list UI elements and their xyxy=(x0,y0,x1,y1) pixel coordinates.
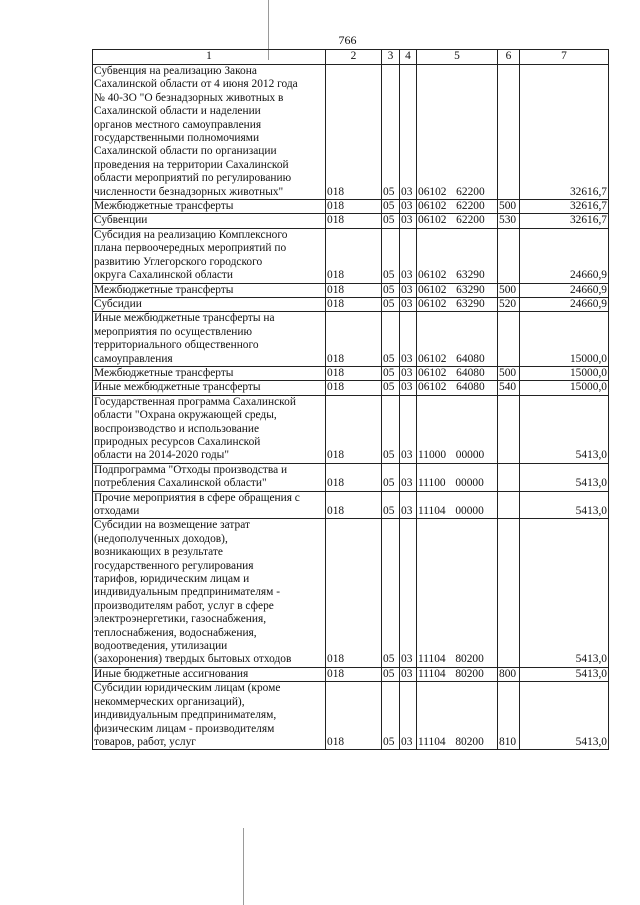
row-grbs-code: 018 xyxy=(326,667,382,681)
row-section-code: 05 xyxy=(382,463,400,491)
row-amount: 24660,9 xyxy=(520,283,609,297)
table-row xyxy=(93,667,609,681)
row-name: Прочие мероприятия в сфере обращения с отходами xyxy=(93,491,326,519)
row-expense-type: 500 xyxy=(498,200,520,214)
budget-table xyxy=(92,49,609,750)
row-subsection-code: 03 xyxy=(400,214,417,228)
row-grbs-code: 018 xyxy=(326,297,382,311)
row-grbs-code: 018 xyxy=(326,395,382,463)
table-row xyxy=(93,381,609,395)
row-subsection-code: 03 xyxy=(400,667,417,681)
row-name: Государственная программа Сахалинской области "Охрана окружающей среды, воспроизводство и использование природных ресурсов Сахалинской области на 2014-2020 годы" xyxy=(93,395,326,463)
row-section-code: 05 xyxy=(382,381,400,395)
row-amount: 32616,7 xyxy=(520,200,609,214)
row-expense-type: 530 xyxy=(498,214,520,228)
row-subsection-code: 03 xyxy=(400,682,417,750)
row-expense-type xyxy=(498,491,520,519)
row-subsection-code: 03 xyxy=(400,65,417,200)
row-name: Субвенция на реализацию Закона Сахалинской области от 4 июня 2012 года № 40-ЗО "О безнадзорных животных в Сахалинской области и наделении органов местного самоуправления государственными полномочиями Сахалинской области по организации проведения на территории Сахалинской области мероприятий по регулированию численности безнадзорных животных" xyxy=(93,65,326,200)
row-amount: 15000,0 xyxy=(520,366,609,380)
table-row xyxy=(93,214,609,228)
row-name: Иные бюджетные ассигнования xyxy=(93,667,326,681)
row-expense-type xyxy=(498,463,520,491)
row-target-article: 06102 63290 xyxy=(417,283,498,297)
row-name: Межбюджетные трансферты xyxy=(93,283,326,297)
row-subsection-code: 03 xyxy=(400,200,417,214)
row-grbs-code: 018 xyxy=(326,312,382,367)
row-target-article: 11000 00000 xyxy=(417,395,498,463)
row-section-code: 05 xyxy=(382,214,400,228)
row-name: Иные межбюджетные трансферты xyxy=(93,381,326,395)
table-row xyxy=(93,283,609,297)
column-header: 1 xyxy=(93,50,326,65)
row-section-code: 05 xyxy=(382,491,400,519)
row-subsection-code: 03 xyxy=(400,312,417,367)
row-section-code: 05 xyxy=(382,297,400,311)
row-expense-type: 500 xyxy=(498,283,520,297)
column-header: 4 xyxy=(400,50,417,65)
row-target-article: 06102 64080 xyxy=(417,312,498,367)
row-amount: 5413,0 xyxy=(520,682,609,750)
table-row xyxy=(93,65,609,200)
row-target-article: 11104 80200 xyxy=(417,682,498,750)
row-expense-type: 810 xyxy=(498,682,520,750)
column-header: 6 xyxy=(498,50,520,65)
row-name: Субвенции xyxy=(93,214,326,228)
row-section-code: 05 xyxy=(382,228,400,283)
header-row xyxy=(93,50,609,65)
row-expense-type xyxy=(498,312,520,367)
column-header: 3 xyxy=(382,50,400,65)
row-expense-type: 520 xyxy=(498,297,520,311)
row-expense-type xyxy=(498,65,520,200)
row-amount: 24660,9 xyxy=(520,228,609,283)
row-section-code: 05 xyxy=(382,283,400,297)
row-target-article: 06102 63290 xyxy=(417,297,498,311)
row-target-article: 11104 80200 xyxy=(417,519,498,667)
row-target-article: 06102 62200 xyxy=(417,214,498,228)
row-grbs-code: 018 xyxy=(326,366,382,380)
row-target-article: 06102 62200 xyxy=(417,200,498,214)
row-amount: 5413,0 xyxy=(520,491,609,519)
row-subsection-code: 03 xyxy=(400,366,417,380)
row-target-article: 06102 62200 xyxy=(417,65,498,200)
column-header: 2 xyxy=(326,50,382,65)
row-section-code: 05 xyxy=(382,312,400,367)
row-amount: 15000,0 xyxy=(520,381,609,395)
row-grbs-code: 018 xyxy=(326,283,382,297)
table-row xyxy=(93,297,609,311)
table-row xyxy=(93,463,609,491)
row-name: Межбюджетные трансферты xyxy=(93,366,326,380)
row-amount: 24660,9 xyxy=(520,297,609,311)
row-name: Подпрограмма "Отходы производства и потребления Сахалинской области" xyxy=(93,463,326,491)
table-row xyxy=(93,366,609,380)
column-header: 7 xyxy=(520,50,609,65)
row-grbs-code: 018 xyxy=(326,463,382,491)
row-name: Межбюджетные трансферты xyxy=(93,200,326,214)
row-subsection-code: 03 xyxy=(400,283,417,297)
row-grbs-code: 018 xyxy=(326,228,382,283)
row-section-code: 05 xyxy=(382,682,400,750)
row-name: Субсидии xyxy=(93,297,326,311)
row-target-article: 06102 63290 xyxy=(417,228,498,283)
row-amount: 5413,0 xyxy=(520,395,609,463)
row-subsection-code: 03 xyxy=(400,463,417,491)
row-section-code: 05 xyxy=(382,519,400,667)
row-section-code: 05 xyxy=(382,395,400,463)
row-subsection-code: 03 xyxy=(400,519,417,667)
row-expense-type: 540 xyxy=(498,381,520,395)
row-grbs-code: 018 xyxy=(326,200,382,214)
row-name: Субсидии на возмещение затрат (недополученных доходов), возникающих в результате государственного регулирования тарифов, юридическим лицам и индивидуальным предпринимателям - производителям работ, услуг в сфере электроэнергетики, газоснабжения, теплоснабжения, водоснабжения, водоотведения, утилизации (захоронения) твердых бытовых отходов xyxy=(93,519,326,667)
page-number: 766 xyxy=(338,33,357,47)
row-grbs-code: 018 xyxy=(326,519,382,667)
row-grbs-code: 018 xyxy=(326,65,382,200)
row-name: Субсидия на реализацию Комплексного плана первоочередных мероприятий по развитию Углегорского городского округа Сахалинской области xyxy=(93,228,326,283)
row-grbs-code: 018 xyxy=(326,491,382,519)
table-row xyxy=(93,228,609,283)
row-amount: 5413,0 xyxy=(520,519,609,667)
row-expense-type: 800 xyxy=(498,667,520,681)
table-row xyxy=(93,682,609,750)
row-section-code: 05 xyxy=(382,65,400,200)
row-name: Субсидии юридическим лицам (кроме некоммерческих организаций), индивидуальным предпринимателям, физическим лицам - производителям товаров, работ, услуг xyxy=(93,682,326,750)
row-amount: 15000,0 xyxy=(520,312,609,367)
row-expense-type: 500 xyxy=(498,366,520,380)
row-subsection-code: 03 xyxy=(400,381,417,395)
row-grbs-code: 018 xyxy=(326,381,382,395)
row-name: Иные межбюджетные трансферты на мероприятия по осуществлению территориального общественного самоуправления xyxy=(93,312,326,367)
row-target-article: 06102 64080 xyxy=(417,381,498,395)
row-target-article: 11104 80200 xyxy=(417,667,498,681)
row-section-code: 05 xyxy=(382,200,400,214)
table-row xyxy=(93,519,609,667)
scan-artifact-line xyxy=(243,828,244,905)
table-row xyxy=(93,312,609,367)
row-amount: 5413,0 xyxy=(520,463,609,491)
row-expense-type xyxy=(498,519,520,667)
row-amount: 32616,7 xyxy=(520,65,609,200)
row-section-code: 05 xyxy=(382,366,400,380)
row-subsection-code: 03 xyxy=(400,297,417,311)
column-header: 5 xyxy=(417,50,498,65)
row-expense-type xyxy=(498,228,520,283)
row-grbs-code: 018 xyxy=(326,214,382,228)
row-subsection-code: 03 xyxy=(400,395,417,463)
row-target-article: 06102 64080 xyxy=(417,366,498,380)
row-amount: 5413,0 xyxy=(520,667,609,681)
row-target-article: 11104 00000 xyxy=(417,491,498,519)
table-row xyxy=(93,200,609,214)
row-amount: 32616,7 xyxy=(520,214,609,228)
table-row xyxy=(93,491,609,519)
row-section-code: 05 xyxy=(382,667,400,681)
row-subsection-code: 03 xyxy=(400,491,417,519)
row-subsection-code: 03 xyxy=(400,228,417,283)
row-expense-type xyxy=(498,395,520,463)
table-row xyxy=(93,395,609,463)
row-grbs-code: 018 xyxy=(326,682,382,750)
row-target-article: 11100 00000 xyxy=(417,463,498,491)
